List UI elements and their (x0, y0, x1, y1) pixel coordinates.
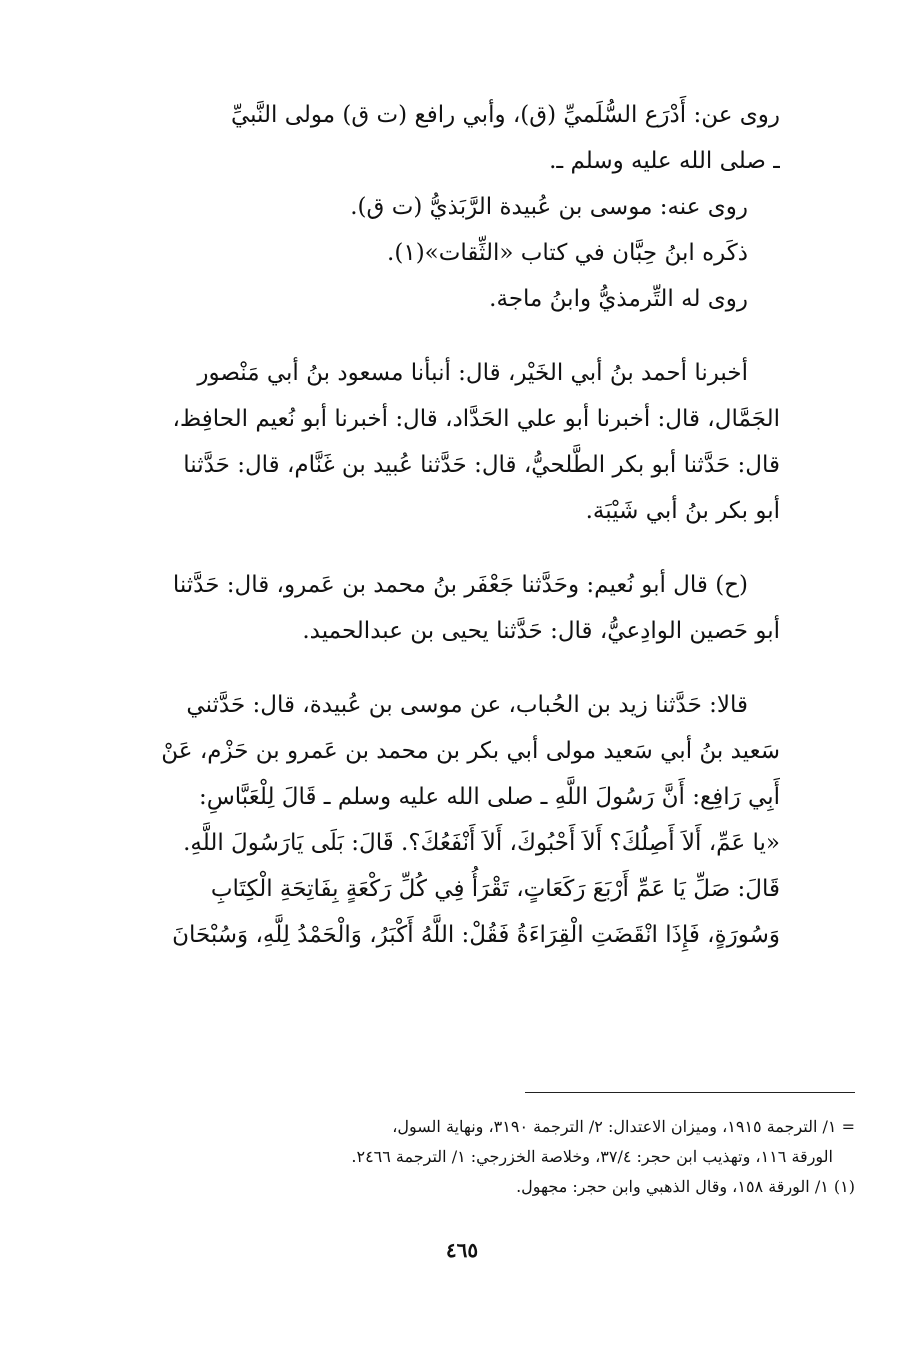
matn-line-3: أَبِي رَافِع: أَنَّ رَسُولَ اللَّهِ ـ صلى الله عليه وسلم ـ قَالَ لِلْعَبَّاسِ: (198, 784, 780, 810)
matn-line-6: وَسُورَةٍ، فَإِذَا انْقَضَتِ الْقِرَاءَةُ فَقُلْ: اللَّهُ أَكْبَرُ، وَالْحَمْدُ لِلَّهِ، وَسُبْحَانَ (172, 922, 780, 948)
isnad2-line-1: (ح) قال أبو نُعيم: وحَدَّثنا جَعْفَر بنُ محمد بن عَمرو، قال: حَدَّثنا (172, 572, 748, 598)
main-text (150, 92, 780, 986)
isnad2-line-2: أبو حَصين الوادِعيُّ، قال: حَدَّثنا يحيى بن عبدالحميد. (302, 618, 780, 644)
isnad1-line-1: أخبرنا أحمد بنُ أبي الخَيْر، قال: أنبأنا مسعود بنُ أبي مَنْصور (197, 360, 748, 386)
isnad1-line-2: الجَمَّال، قال: أخبرنا أبو علي الحَدَّاد، قال: أخبرنا أبو نُعيم الحافِظ، (172, 406, 780, 432)
dhakarahu-line: ذكَره ابنُ حِبَّان في كتاب «الثِّقات»(١). (387, 240, 748, 266)
isnad1-line-3: قال: حَدَّثنا أبو بكر الطَّلحيُّ، قال: حَدَّثنا عُبيد بن غَنَّام، قال: حَدَّثنا (183, 452, 780, 478)
footnote-line-1: = ١/ الترجمة ١٩١٥، وميزان الاعتدال: ٢/ الترجمة ٣١٩٠، ونهاية السول، (392, 1117, 855, 1136)
narrators-section (150, 92, 780, 322)
page-number: ٤٦٥ (445, 1238, 479, 1262)
isnad-paragraph-1 (150, 350, 780, 534)
rawa-anhu-line: روى عنه: موسى بن عُبيدة الرَّبَذيُّ (ت ق). (350, 194, 748, 220)
footnote-separator (525, 1092, 855, 1093)
footnote-line-2: الورقة ١١٦، وتهذيب ابن حجر: ٣٧/٤، وخلاصة الخزرجي: ١/ الترجمة ٢٤٦٦. (351, 1147, 833, 1166)
isnad-paragraph-2 (150, 562, 780, 654)
footnote-line-3: (١) ١/ الورقة ١٥٨، وقال الذهبي وابن حجر: مجهول. (516, 1177, 855, 1196)
matn-line-4: «يا عَمِّ، أَلاَ أَصِلُكَ؟ أَلاَ أَحْبُوكَ، أَلاَ أَنْفَعُكَ؟. قَالَ: بَلَى يَارَسُولَ اللَّهِ. (183, 830, 780, 856)
matn-line-1: قالا: حَدَّثنا زيد بن الحُباب، عن موسى بن عُبيدة، قال: حَدَّثني (186, 692, 748, 718)
isnad1-line-4: أبو بكر بنُ أبي شَيْبَة. (585, 498, 780, 524)
matn-line-5: قَالَ: صَلِّ يَا عَمِّ أَرْبَعَ رَكَعَاتٍ، تَقْرَأُ فِي كُلِّ رَكْعَةٍ بِفَاتِحَةِ الْكِتَابِ (210, 876, 780, 902)
rawa-lahu-line: روى له التِّرمذيُّ وابنُ ماجة. (489, 286, 748, 312)
footnotes (150, 1112, 855, 1202)
rawa-an-line-2: ـ صلى الله عليه وسلم ـ. (549, 148, 780, 174)
matn-line-2: سَعيد بنُ أبي سَعيد مولى أبي بكر بن محمد بن عَمرو بن حَزْم، عَنْ (161, 738, 780, 764)
matn-paragraph (150, 682, 780, 958)
rawa-an-line-1: روى عن: أَدْرَع السُّلَميِّ (ق)، وأبي رافع (ت ق) مولى النَّبيِّ (230, 102, 780, 128)
